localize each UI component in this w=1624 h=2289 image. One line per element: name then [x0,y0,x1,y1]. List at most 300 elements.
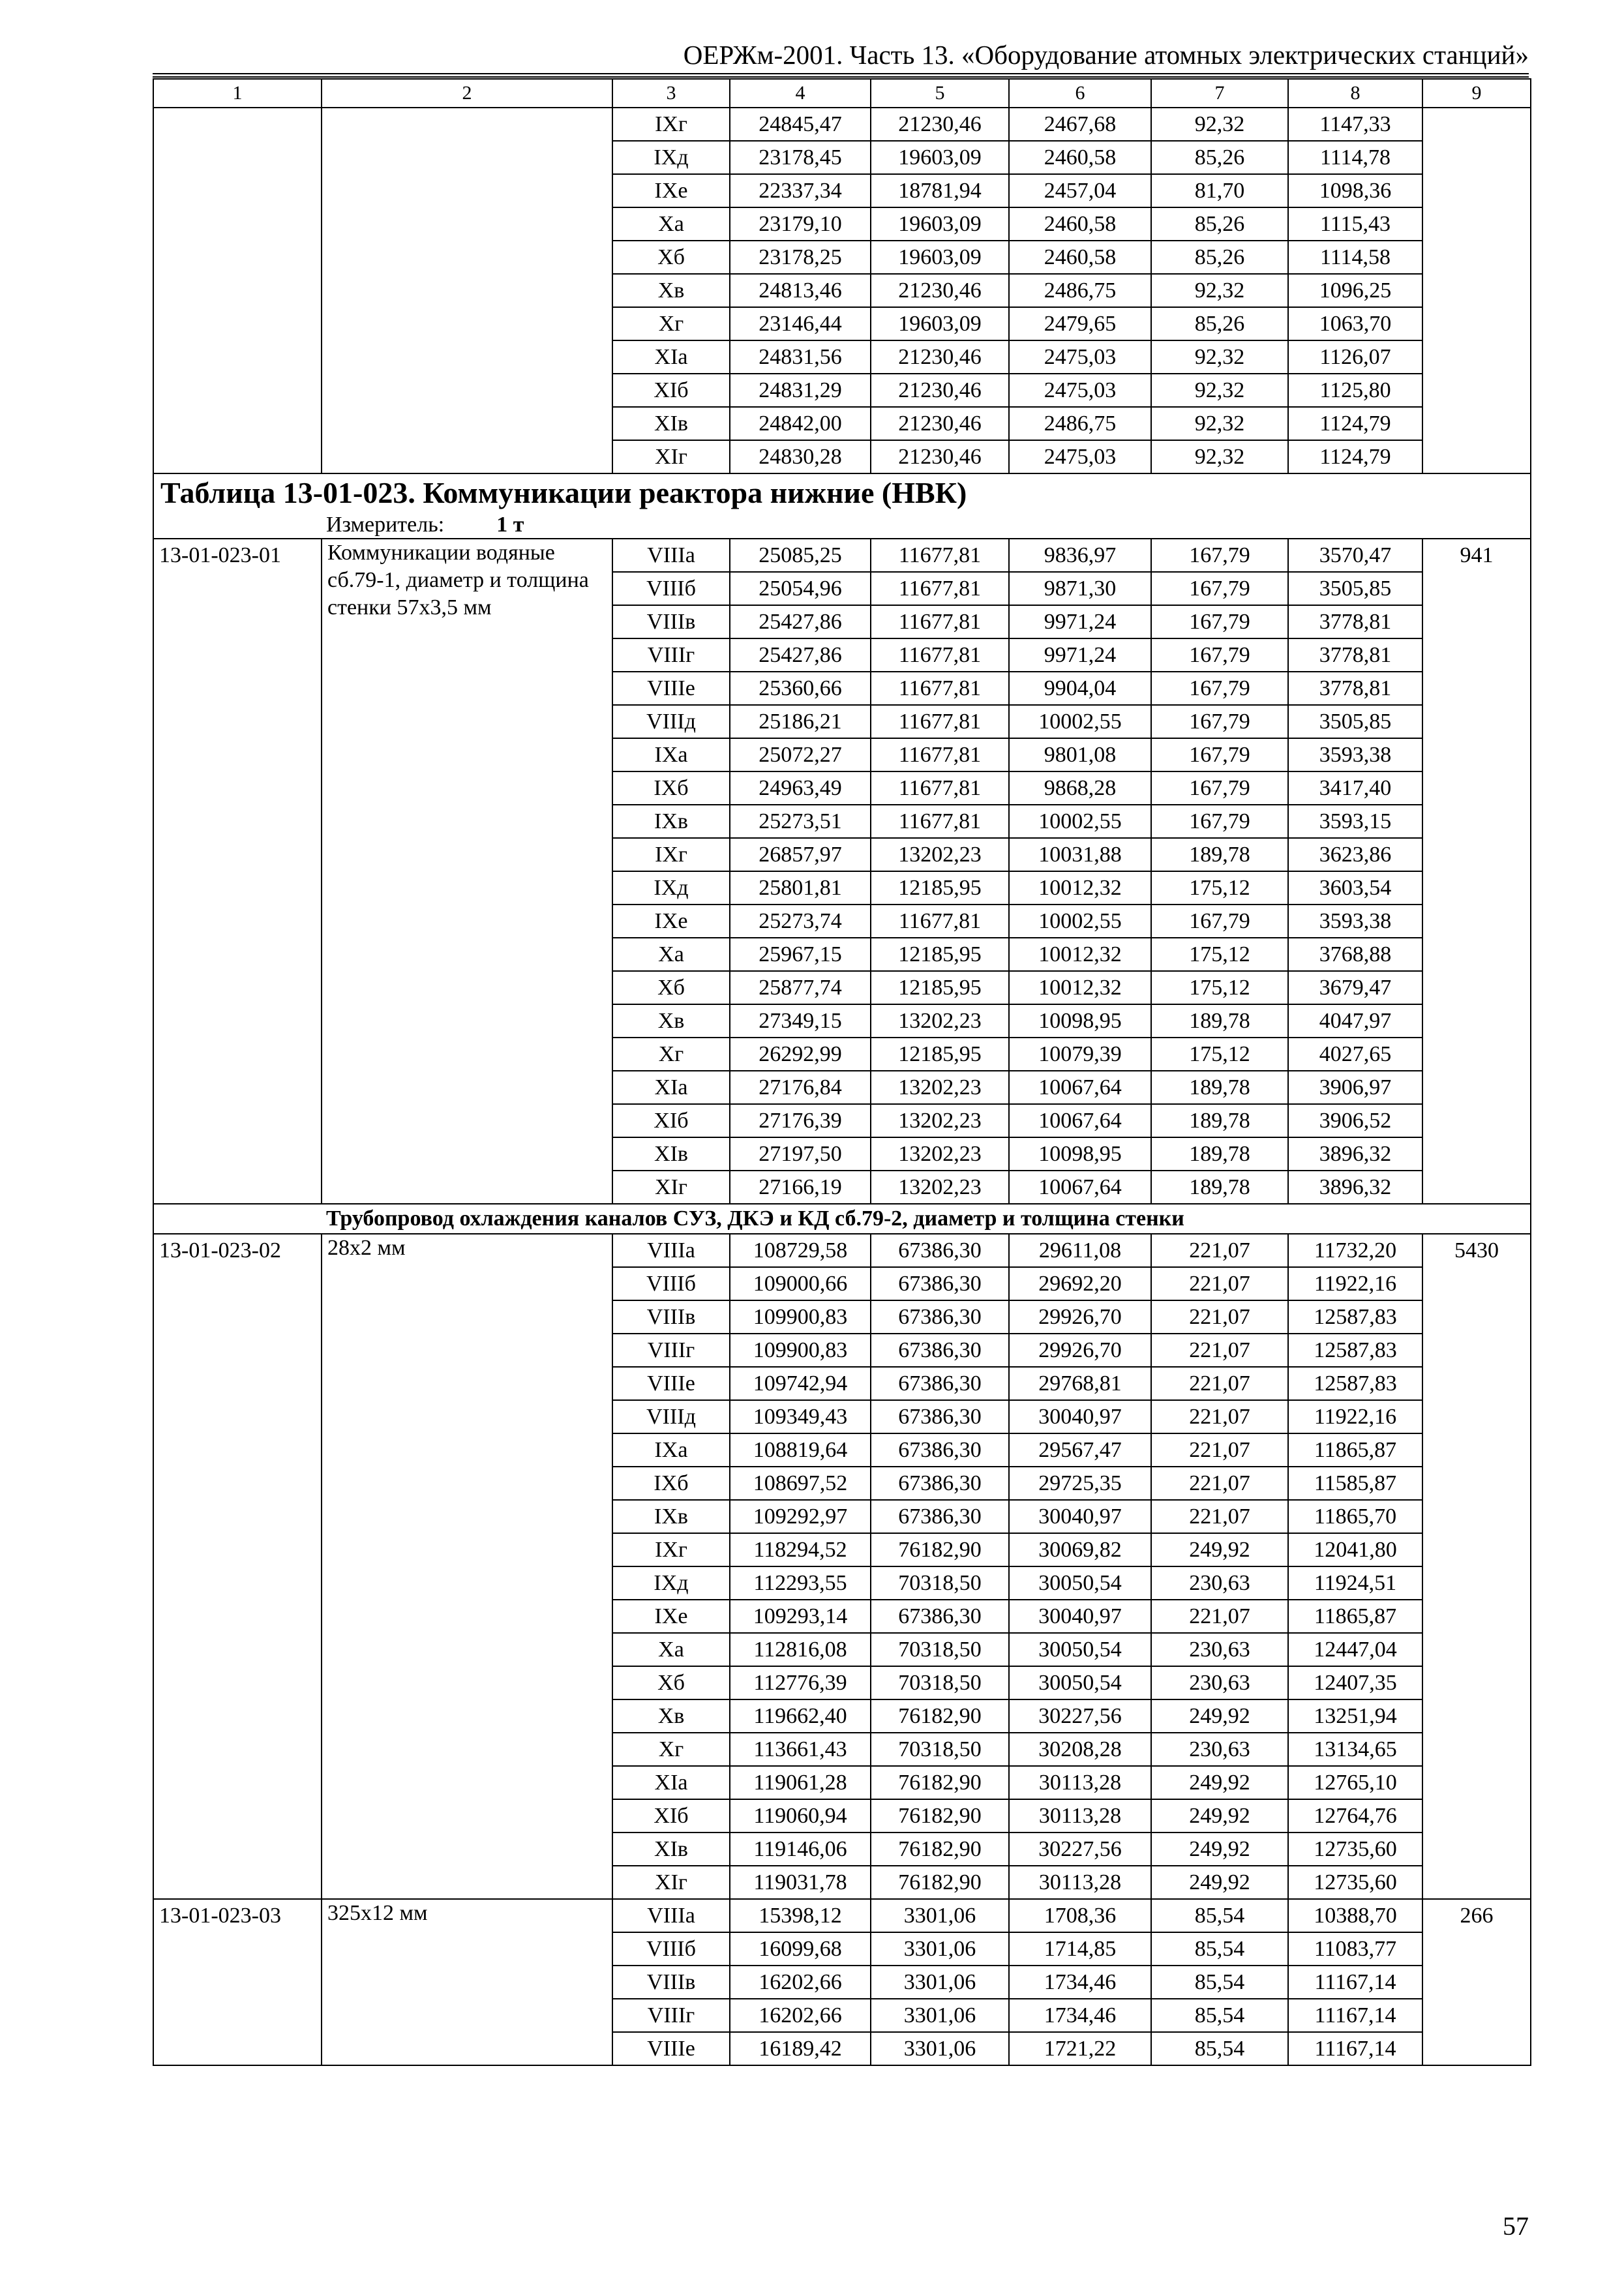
col9-cell: 266 [1422,1899,1531,2065]
value-cell: 119061,28 [730,1766,871,1799]
value-cell: 30227,56 [1009,1833,1151,1866]
value-cell: 4047,97 [1288,1004,1422,1038]
value-cell: 108819,64 [730,1433,871,1467]
page-number: 57 [1503,2211,1529,2241]
group-cell: VIIIб [612,1267,730,1300]
value-cell: 119060,94 [730,1799,871,1833]
value-cell: 167,79 [1151,539,1288,572]
value-cell: 175,12 [1151,971,1288,1004]
value-cell: 109900,83 [730,1300,871,1334]
value-cell: 67386,30 [871,1367,1009,1400]
group-cell: IXд [612,1566,730,1600]
col9-cell [1422,108,1531,473]
value-cell: 109742,94 [730,1367,871,1400]
value-cell: 249,92 [1151,1866,1288,1899]
value-cell: 3623,86 [1288,838,1422,871]
group-cell: XIг [612,440,730,473]
group-cell: IXа [612,1433,730,1467]
value-cell: 24831,56 [730,340,871,374]
value-cell: 9971,24 [1009,605,1151,638]
value-cell: 10002,55 [1009,705,1151,738]
value-cell: 11677,81 [871,805,1009,838]
value-cell: 118294,52 [730,1533,871,1566]
table-row [153,539,1531,572]
group-cell: Xг [612,307,730,340]
value-cell: 13202,23 [871,1004,1009,1038]
value-cell: 113661,43 [730,1733,871,1766]
value-cell: 2486,75 [1009,407,1151,440]
group-cell: IXв [612,1500,730,1533]
value-cell: 30113,28 [1009,1799,1151,1833]
group-cell: VIIIе [612,672,730,705]
value-cell: 2475,03 [1009,440,1151,473]
value-cell: 1734,46 [1009,1999,1151,2032]
value-cell: 25427,86 [730,638,871,672]
value-cell: 221,07 [1151,1234,1288,1267]
value-cell: 30208,28 [1009,1733,1151,1766]
value-cell: 70318,50 [871,1566,1009,1600]
value-cell: 67386,30 [871,1433,1009,1467]
value-cell: 24830,28 [730,440,871,473]
value-cell: 25967,15 [730,938,871,971]
group-cell: Xа [612,938,730,971]
value-cell: 25801,81 [730,871,871,905]
value-cell: 3778,81 [1288,672,1422,705]
value-cell: 12765,10 [1288,1766,1422,1799]
desc-cell: 325х12 мм [322,1899,612,2065]
value-cell: 109349,43 [730,1400,871,1433]
group-cell: VIIIг [612,1999,730,2032]
value-cell: 11677,81 [871,705,1009,738]
value-cell: 249,92 [1151,1799,1288,1833]
value-cell: 70318,50 [871,1733,1009,1766]
value-cell: 189,78 [1151,838,1288,871]
group-cell: Xб [612,1666,730,1699]
value-cell: 2460,58 [1009,207,1151,241]
column-number: 3 [612,79,730,108]
value-cell: 2467,68 [1009,108,1151,141]
value-cell: 21230,46 [871,108,1009,141]
value-cell: 3301,06 [871,2032,1009,2065]
desc-cell: Коммуникации водяные сб.79-1, диаметр и толщина стенки 57х3,5 мм [322,539,612,1204]
group-cell: XIг [612,1866,730,1899]
value-cell: 30069,82 [1009,1533,1151,1566]
value-cell: 30050,54 [1009,1566,1151,1600]
subheader: Трубопровод охлаждения каналов СУЗ, ДКЭ и КД сб.79-2, диаметр и толщина стенки [153,1204,1531,1234]
value-cell: 13202,23 [871,838,1009,871]
value-cell: 10098,95 [1009,1004,1151,1038]
value-cell: 15398,12 [730,1899,871,1932]
value-cell: 10067,64 [1009,1071,1151,1104]
value-cell: 109293,14 [730,1600,871,1633]
value-cell: 67386,30 [871,1234,1009,1267]
group-cell: XIб [612,374,730,407]
value-cell: 221,07 [1151,1367,1288,1400]
value-cell: 3679,47 [1288,971,1422,1004]
value-cell: 11922,16 [1288,1400,1422,1433]
value-cell: 11732,20 [1288,1234,1422,1267]
value-cell: 76182,90 [871,1833,1009,1866]
value-cell: 30040,97 [1009,1600,1151,1633]
value-cell: 29692,20 [1009,1267,1151,1300]
value-cell: 1096,25 [1288,274,1422,307]
group-cell: IXг [612,838,730,871]
value-cell: 85,26 [1151,207,1288,241]
value-cell: 67386,30 [871,1500,1009,1533]
value-cell: 29611,08 [1009,1234,1151,1267]
value-cell: 85,26 [1151,141,1288,174]
value-cell: 85,54 [1151,1899,1288,1932]
value-cell: 11167,14 [1288,1999,1422,2032]
value-cell: 22337,34 [730,174,871,207]
value-cell: 230,63 [1151,1733,1288,1766]
value-cell: 30040,97 [1009,1500,1151,1533]
table-row [153,1234,1531,1267]
value-cell: 27349,15 [730,1004,871,1038]
value-cell: 12587,83 [1288,1300,1422,1334]
value-cell: 11585,87 [1288,1467,1422,1500]
value-cell: 167,79 [1151,905,1288,938]
group-cell: Xг [612,1038,730,1071]
value-cell: 167,79 [1151,738,1288,771]
value-cell: 25273,51 [730,805,871,838]
value-cell: 76182,90 [871,1766,1009,1799]
value-cell: 11924,51 [1288,1566,1422,1600]
value-cell: 108697,52 [730,1467,871,1500]
col9-cell: 5430 [1422,1234,1531,1899]
value-cell: 189,78 [1151,1071,1288,1104]
value-cell: 3301,06 [871,1966,1009,1999]
value-cell: 12587,83 [1288,1367,1422,1400]
value-cell: 92,32 [1151,374,1288,407]
value-cell: 12447,04 [1288,1633,1422,1666]
value-cell: 9868,28 [1009,771,1151,805]
value-cell: 189,78 [1151,1171,1288,1204]
group-cell: VIIIа [612,539,730,572]
value-cell: 12587,83 [1288,1334,1422,1367]
value-cell: 167,79 [1151,672,1288,705]
value-cell: 109292,97 [730,1500,871,1533]
value-cell: 16189,42 [730,2032,871,2065]
value-cell: 11167,14 [1288,1966,1422,1999]
value-cell: 230,63 [1151,1633,1288,1666]
value-cell: 13202,23 [871,1071,1009,1104]
value-cell: 10098,95 [1009,1137,1151,1171]
value-cell: 249,92 [1151,1833,1288,1866]
group-cell: VIIIв [612,605,730,638]
value-cell: 3570,47 [1288,539,1422,572]
group-cell: Xб [612,971,730,1004]
value-cell: 9801,08 [1009,738,1151,771]
value-cell: 24963,49 [730,771,871,805]
group-cell: IXе [612,905,730,938]
value-cell: 19603,09 [871,241,1009,274]
value-cell: 30050,54 [1009,1666,1151,1699]
desc-cell: 28х2 мм [322,1234,612,1899]
value-cell: 1147,33 [1288,108,1422,141]
value-cell: 2460,58 [1009,241,1151,274]
group-cell: XIг [612,1171,730,1204]
desc-cell [322,108,612,473]
value-cell: 3896,32 [1288,1171,1422,1204]
value-cell: 12185,95 [871,938,1009,971]
value-cell: 21230,46 [871,374,1009,407]
value-cell: 11677,81 [871,605,1009,638]
group-cell: VIIIб [612,1932,730,1966]
value-cell: 19603,09 [871,141,1009,174]
value-cell: 16202,66 [730,1999,871,2032]
value-cell: 70318,50 [871,1633,1009,1666]
table-row [153,108,1531,141]
value-cell: 23178,25 [730,241,871,274]
value-cell: 24813,46 [730,274,871,307]
group-cell: IXб [612,771,730,805]
value-cell: 3603,54 [1288,871,1422,905]
value-cell: 92,32 [1151,274,1288,307]
value-cell: 11677,81 [871,638,1009,672]
value-cell: 25427,86 [730,605,871,638]
value-cell: 12735,60 [1288,1833,1422,1866]
value-cell: 27176,39 [730,1104,871,1137]
value-cell: 76182,90 [871,1799,1009,1833]
group-cell: VIIIе [612,1367,730,1400]
value-cell: 10012,32 [1009,871,1151,905]
value-cell: 29926,70 [1009,1334,1151,1367]
value-cell: 24842,00 [730,407,871,440]
group-cell: IXе [612,174,730,207]
value-cell: 167,79 [1151,771,1288,805]
column-number: 1 [153,79,322,108]
group-cell: VIIIд [612,705,730,738]
group-cell: Xа [612,207,730,241]
subheader-row [153,1204,1531,1234]
value-cell: 2457,04 [1009,174,1151,207]
value-cell: 11677,81 [871,572,1009,605]
value-cell: 1734,46 [1009,1966,1151,1999]
group-cell: IXг [612,108,730,141]
value-cell: 10388,70 [1288,1899,1422,1932]
value-cell: 12041,80 [1288,1533,1422,1566]
code-cell: 13-01-023-01 [153,539,322,1204]
column-number: 6 [1009,79,1151,108]
value-cell: 11677,81 [871,771,1009,805]
value-cell: 25072,27 [730,738,871,771]
column-number: 2 [322,79,612,108]
group-cell: Xа [612,1633,730,1666]
value-cell: 10012,32 [1009,938,1151,971]
value-cell: 10067,64 [1009,1104,1151,1137]
group-cell: Xб [612,241,730,274]
value-cell: 10079,39 [1009,1038,1151,1071]
value-cell: 175,12 [1151,938,1288,971]
table-title: Таблица 13-01-023. Коммуникации реактора нижние (НВК) [153,473,1531,512]
value-cell: 1063,70 [1288,307,1422,340]
value-cell: 3778,81 [1288,605,1422,638]
value-cell: 2460,58 [1009,141,1151,174]
value-cell: 92,32 [1151,108,1288,141]
value-cell: 10067,64 [1009,1171,1151,1204]
value-cell: 11677,81 [871,672,1009,705]
value-cell: 9871,30 [1009,572,1151,605]
group-cell: VIIIа [612,1899,730,1932]
value-cell: 167,79 [1151,805,1288,838]
value-cell: 25054,96 [730,572,871,605]
value-cell: 23178,45 [730,141,871,174]
value-cell: 85,54 [1151,2032,1288,2065]
group-cell: XIв [612,407,730,440]
price-table [153,78,1531,2066]
value-cell: 25273,74 [730,905,871,938]
value-cell: 2479,65 [1009,307,1151,340]
column-number: 8 [1288,79,1422,108]
group-cell: VIIIг [612,638,730,672]
value-cell: 119031,78 [730,1866,871,1899]
value-cell: 25085,25 [730,539,871,572]
value-cell: 25360,66 [730,672,871,705]
value-cell: 112816,08 [730,1633,871,1666]
value-cell: 2486,75 [1009,274,1151,307]
value-cell: 92,32 [1151,340,1288,374]
code-cell [153,108,322,473]
value-cell: 167,79 [1151,705,1288,738]
value-cell: 85,54 [1151,1999,1288,2032]
value-cell: 3301,06 [871,1932,1009,1966]
value-cell: 85,54 [1151,1932,1288,1966]
value-cell: 67386,30 [871,1300,1009,1334]
value-cell: 11677,81 [871,738,1009,771]
value-cell: 108729,58 [730,1234,871,1267]
value-cell: 9971,24 [1009,638,1151,672]
value-cell: 30040,97 [1009,1400,1151,1433]
value-cell: 1115,43 [1288,207,1422,241]
value-cell: 10012,32 [1009,971,1151,1004]
value-cell: 21230,46 [871,440,1009,473]
value-cell: 3768,88 [1288,938,1422,971]
value-cell: 3505,85 [1288,572,1422,605]
value-cell: 167,79 [1151,605,1288,638]
value-cell: 249,92 [1151,1699,1288,1733]
value-cell: 189,78 [1151,1137,1288,1171]
group-cell: IXд [612,141,730,174]
value-cell: 13251,94 [1288,1699,1422,1733]
value-cell: 29567,47 [1009,1433,1151,1467]
value-cell: 12764,76 [1288,1799,1422,1833]
value-cell: 18781,94 [871,174,1009,207]
group-cell: XIв [612,1137,730,1171]
value-cell: 1124,79 [1288,407,1422,440]
value-cell: 25877,74 [730,971,871,1004]
value-cell: 1721,22 [1009,2032,1151,2065]
value-cell: 221,07 [1151,1334,1288,1367]
value-cell: 67386,30 [871,1600,1009,1633]
value-cell: 29725,35 [1009,1467,1151,1500]
value-cell: 221,07 [1151,1267,1288,1300]
value-cell: 119662,40 [730,1699,871,1733]
value-cell: 4027,65 [1288,1038,1422,1071]
value-cell: 26292,99 [730,1038,871,1071]
value-cell: 3593,38 [1288,738,1422,771]
value-cell: 249,92 [1151,1766,1288,1799]
table-row [153,1899,1531,1932]
value-cell: 13202,23 [871,1171,1009,1204]
value-cell: 189,78 [1151,1104,1288,1137]
value-cell: 76182,90 [871,1866,1009,1899]
value-cell: 27166,19 [730,1171,871,1204]
value-cell: 29926,70 [1009,1300,1151,1334]
value-cell: 23179,10 [730,207,871,241]
value-cell: 13134,65 [1288,1733,1422,1766]
value-cell: 1125,80 [1288,374,1422,407]
column-number: 7 [1151,79,1288,108]
value-cell: 9904,04 [1009,672,1151,705]
value-cell: 13202,23 [871,1137,1009,1171]
group-cell: IXг [612,1533,730,1566]
value-cell: 112293,55 [730,1566,871,1600]
value-cell: 92,32 [1151,440,1288,473]
group-cell: Xв [612,1004,730,1038]
value-cell: 29768,81 [1009,1367,1151,1400]
table-title-row [153,473,1531,512]
group-cell: VIIIв [612,1966,730,1999]
column-number-row [153,79,1531,108]
value-cell: 21230,46 [871,274,1009,307]
value-cell: 189,78 [1151,1004,1288,1038]
measure-row [153,512,1531,539]
value-cell: 19603,09 [871,307,1009,340]
value-cell: 12185,95 [871,971,1009,1004]
value-cell: 1114,58 [1288,241,1422,274]
value-cell: 9836,97 [1009,539,1151,572]
value-cell: 81,70 [1151,174,1288,207]
value-cell: 10002,55 [1009,805,1151,838]
value-cell: 10031,88 [1009,838,1151,871]
column-number: 4 [730,79,871,108]
value-cell: 23146,44 [730,307,871,340]
value-cell: 24831,29 [730,374,871,407]
value-cell: 230,63 [1151,1666,1288,1699]
value-cell: 11922,16 [1288,1267,1422,1300]
value-cell: 85,54 [1151,1966,1288,1999]
group-cell: XIв [612,1833,730,1866]
column-number: 5 [871,79,1009,108]
value-cell: 67386,30 [871,1334,1009,1367]
value-cell: 230,63 [1151,1566,1288,1600]
value-cell: 11167,14 [1288,2032,1422,2065]
value-cell: 1124,79 [1288,440,1422,473]
value-cell: 175,12 [1151,1038,1288,1071]
value-cell: 1714,85 [1009,1932,1151,1966]
value-cell: 19603,09 [871,207,1009,241]
group-cell: Xв [612,1699,730,1733]
value-cell: 3593,38 [1288,905,1422,938]
value-cell: 3906,97 [1288,1071,1422,1104]
value-cell: 167,79 [1151,572,1288,605]
header-rule [153,73,1529,78]
measure-value: 1 т [496,513,524,537]
value-cell: 167,79 [1151,638,1288,672]
value-cell: 3301,06 [871,1999,1009,2032]
value-cell: 119146,06 [730,1833,871,1866]
value-cell: 16202,66 [730,1966,871,1999]
code-cell: 13-01-023-02 [153,1234,322,1899]
value-cell: 3906,52 [1288,1104,1422,1137]
value-cell: 30113,28 [1009,1766,1151,1799]
group-cell: IXб [612,1467,730,1500]
value-cell: 21230,46 [871,340,1009,374]
table-body [153,79,1531,2065]
code-cell: 13-01-023-03 [153,1899,322,2065]
value-cell: 24845,47 [730,108,871,141]
